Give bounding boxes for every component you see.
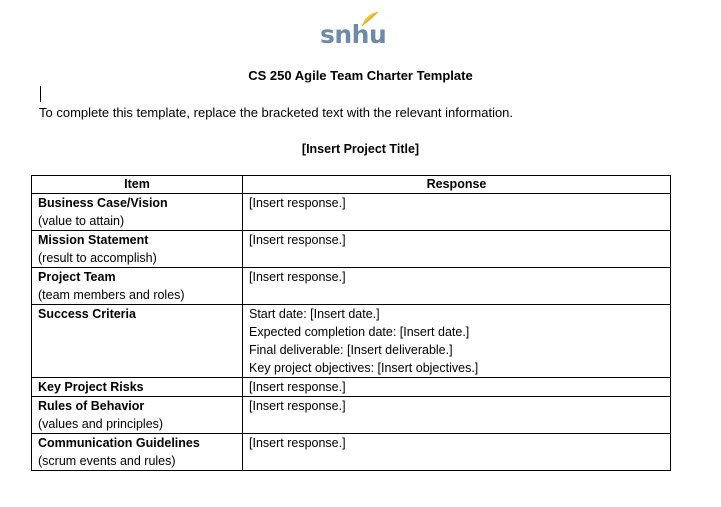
table-header-row <box>32 176 671 194</box>
response-cell[interactable] <box>243 378 671 397</box>
item-cell <box>32 434 243 471</box>
item-description: (value to attain) <box>38 214 125 228</box>
header-item: Item <box>32 176 243 194</box>
response-cell[interactable] <box>243 434 671 471</box>
item-name: Success Criteria <box>38 307 136 321</box>
response-text[interactable]: [Insert response.] <box>249 436 346 450</box>
item-description: (scrum events and rules) <box>38 454 176 468</box>
table-row <box>32 397 671 434</box>
table-row <box>32 231 671 268</box>
snhu-logo <box>320 8 387 52</box>
table-row <box>32 268 671 305</box>
table-body <box>32 194 671 471</box>
response-cell[interactable] <box>243 397 671 434</box>
response-cell[interactable] <box>243 231 671 268</box>
item-description: (team members and roles) <box>38 288 185 302</box>
item-cell <box>32 397 243 434</box>
document-title: CS 250 Agile Team Charter Template <box>248 68 473 83</box>
item-name: Key Project Risks <box>38 380 144 394</box>
item-cell <box>32 378 243 397</box>
item-name: Rules of Behavior <box>38 399 145 413</box>
item-cell <box>32 194 243 231</box>
response-cell[interactable] <box>243 305 671 378</box>
header-response: Response <box>243 176 671 194</box>
response-text[interactable]: [Insert response.] <box>249 233 346 247</box>
logo-text: snhu <box>320 20 387 49</box>
table-row <box>32 434 671 471</box>
item-cell <box>32 268 243 305</box>
charter-table <box>31 175 671 471</box>
item-cell <box>32 231 243 268</box>
response-text[interactable]: Key project objectives: [Insert objectives.] <box>249 361 479 375</box>
response-cell[interactable] <box>243 268 671 305</box>
item-cell <box>32 305 243 378</box>
response-text[interactable]: Expected completion date: [Insert date.] <box>249 325 470 339</box>
item-name: Mission Statement <box>38 233 149 247</box>
text-cursor <box>40 86 41 102</box>
response-text[interactable]: Start date: [Insert date.] <box>249 307 380 321</box>
item-name: Project Team <box>38 270 116 284</box>
item-description: (result to accomplish) <box>38 251 157 265</box>
project-title-placeholder[interactable]: [Insert Project Title] <box>301 142 420 156</box>
leaf-icon <box>360 10 380 28</box>
item-name: Communication Guidelines <box>38 436 200 450</box>
table-row <box>32 194 671 231</box>
instructions-text[interactable]: To complete this template, replace the bracketed text with the relevant information. <box>39 105 514 120</box>
table-row <box>32 378 671 397</box>
response-cell[interactable] <box>243 194 671 231</box>
table-row <box>32 305 671 378</box>
item-name: Business Case/Vision <box>38 196 168 210</box>
response-text[interactable]: [Insert response.] <box>249 196 346 210</box>
item-description: (values and principles) <box>38 417 164 431</box>
response-text[interactable]: [Insert response.] <box>249 270 346 284</box>
response-text[interactable]: [Insert response.] <box>249 399 346 413</box>
response-text[interactable]: Final deliverable: [Insert deliverable.] <box>249 343 453 357</box>
response-text[interactable]: [Insert response.] <box>249 380 346 394</box>
